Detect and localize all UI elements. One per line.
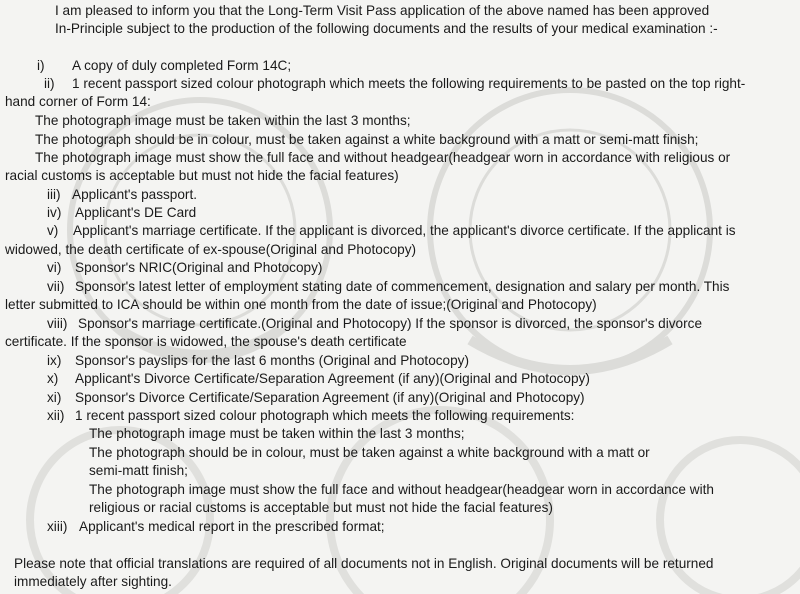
item-text-cont: letter submitted to ICA should be within one month from the date of issue;(Original and Photocopy) [5, 297, 597, 312]
photo-requirement: The photograph image must show the full face and without headgear(headgear worn in accordance with religious or [35, 150, 731, 165]
item-text: Sponsor's NRIC(Original and Photocopy) [75, 260, 323, 275]
item-text: Applicant's medical report in the prescribed format; [79, 519, 385, 534]
item-text: 1 recent passport sized colour photograph which meets the following requirements: [75, 408, 575, 423]
intro-line-2: In-Principle subject to the production of the following documents and the results of your medical examination :- [55, 21, 718, 36]
item-text: Applicant's marriage certificate. If the applicant is divorced, the applicant's divorce certificate. If the applicant is [73, 223, 736, 238]
item-text: A copy of duly completed Form 14C; [72, 58, 292, 73]
item-number: vi) [47, 260, 62, 275]
item-text: Sponsor's latest letter of employment stating date of commencement, designation and salary per month. This [75, 279, 730, 294]
item-text: Applicant's passport. [72, 187, 198, 202]
item-number: vii) [47, 279, 65, 294]
item-number: xi) [47, 390, 62, 405]
item-text: Sponsor's Divorce Certificate/Separation Agreement (if any)(Original and Photocopy) [75, 390, 585, 405]
item-text: Applicant's DE Card [75, 205, 197, 220]
photo-requirement: The photograph image must show the full face and without headgear(headgear worn in accordance with [89, 482, 714, 497]
photo-requirement: The photograph should be in colour, must be taken against a white background with a matt or [89, 445, 650, 460]
item-number: ii) [44, 76, 55, 91]
item-text-cont: widowed, the death certificate of ex-spouse(Original and Photocopy) [5, 242, 417, 257]
item-number: xii) [47, 408, 65, 423]
photo-requirement: The photograph image must be taken within the last 3 months; [35, 113, 411, 128]
item-number: iii) [47, 187, 61, 202]
item-number: ix) [47, 353, 62, 368]
closing-line-2: immediately after sighting. [14, 574, 172, 589]
photo-requirement: The photograph image must be taken within the last 3 months; [89, 426, 465, 441]
item-number: xiii) [47, 519, 68, 534]
item-text-cont: certificate. If the sponsor is widowed, the spouse's death certificate [5, 334, 407, 349]
item-text: 1 recent passport sized colour photograph which meets the following requirements to be pasted on the top right- [72, 76, 746, 91]
closing-line-1: Please note that official translations are required of all documents not in English. Original documents will be returned [14, 556, 714, 571]
photo-requirement-cont: racial customs is acceptable but must not hide the facial features) [5, 168, 399, 183]
item-number: x) [47, 371, 59, 386]
photo-requirement-cont: religious or racial customs is acceptable but must not hide the facial features) [89, 500, 553, 515]
item-text: Sponsor's marriage certificate.(Original and Photocopy) If the sponsor is divorced, the sponsor's divorce [78, 316, 703, 331]
item-number: iv) [47, 205, 62, 220]
photo-requirement-cont: semi-matt finish; [89, 463, 188, 478]
item-text: Sponsor's payslips for the last 6 months (Original and Photocopy) [75, 353, 469, 368]
item-text: Applicant's Divorce Certificate/Separation Agreement (if any)(Original and Photocopy) [75, 371, 590, 386]
item-text-cont: hand corner of Form 14: [5, 94, 151, 109]
item-number: v) [47, 223, 59, 238]
item-number: viii) [47, 316, 68, 331]
photo-requirement: The photograph should be in colour, must be taken against a white background with a matt or semi-matt finish; [35, 132, 699, 147]
intro-line-1: I am pleased to inform you that the Long-Term Visit Pass application of the above named has been approved [55, 3, 710, 18]
item-number: i) [37, 58, 45, 73]
